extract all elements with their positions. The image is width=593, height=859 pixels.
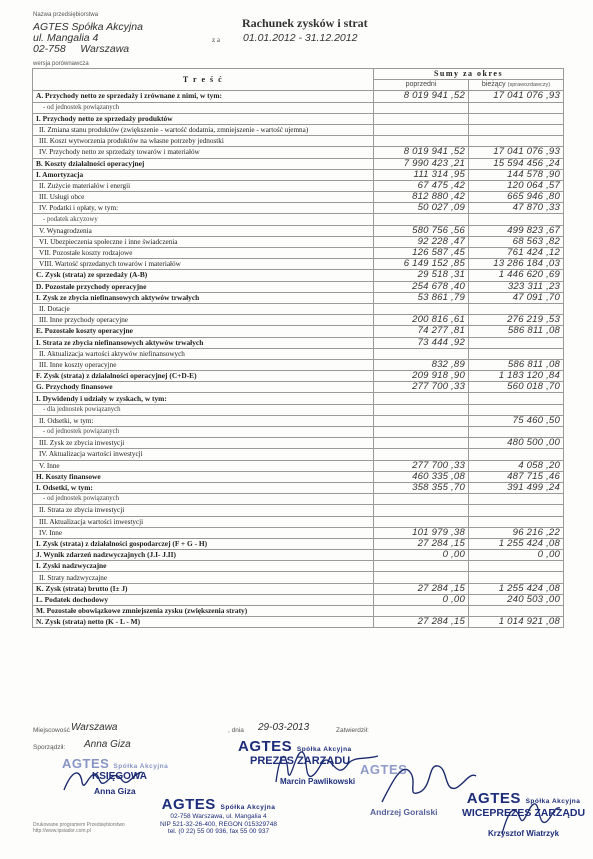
row-label: - od jednostek powiązanych [33,102,374,113]
company-address: ul. Mangalia 4 [33,32,99,44]
value-current [469,113,564,124]
version-label: wersja porównawcza [33,61,89,67]
value-previous: 50 027 ,09 [374,203,469,214]
row-label: - dla jednostek powiązanych [33,404,374,415]
printer-note: Drukowane programem Przedsiębiorstwo http://www.ipsiador.com.pl [33,822,125,834]
value-current [469,214,564,225]
value-current: 17 041 076 ,93 [469,147,564,158]
column-header-sums: Sumy za okres [374,69,564,80]
column-header-previous: poprzedni [374,80,469,91]
company-block [33,22,143,55]
row-label: - podatek akcyzowy [33,214,374,225]
value-current: 499 823 ,67 [469,225,564,236]
value-current: 17 041 076 ,93 [469,91,564,102]
row-label: VIII. Wartość sprzedanych towarów i materiałów [33,259,374,270]
value-current [469,348,564,359]
value-previous [374,102,469,113]
row-label: L. Podatek dochodowy [33,594,374,605]
row-label: VII. Pozostałe koszty rodzajowe [33,248,374,259]
value-current: 276 219 ,53 [469,315,564,326]
document-title: Rachunek zysków i strat [242,16,368,30]
value-previous [374,505,469,516]
reporting-period: 01.01.2012 - 31.12.2012 [243,32,358,44]
value-current: 68 563 ,82 [469,236,564,247]
row-label: G. Przychody finansowe [33,382,374,393]
row-label: IV. Przychody netto ze sprzedaży towarów i materiałów [33,147,374,158]
value-previous [374,214,469,225]
president-stamp: AGTES Spółka Akcyjna PREZES ZARZĄDU Marcin Pawlikowski [238,738,356,786]
value-previous [374,404,469,415]
table-row [33,203,564,214]
table-row [33,617,564,628]
value-previous: 277 700 ,33 [374,382,469,393]
table-row [33,192,564,203]
company-name: AGTES Spółka Akcyjna [33,21,143,33]
value-current: 1 014 921 ,08 [469,617,564,628]
value-previous: 126 587 ,45 [374,248,469,259]
table-row [33,124,564,135]
value-previous: 460 335 ,08 [374,471,469,482]
row-label: N. Zysk (strata) netto (K - L - M) [33,617,374,628]
value-previous: 29 518 ,31 [374,270,469,281]
row-label: II. Zmiana stanu produktów (zwiększenie - wartość dodatnia, zmniejszenie - wartość ujemna) [33,124,374,135]
table-row [33,427,564,438]
value-previous [374,415,469,426]
value-current: 4 058 ,20 [469,460,564,471]
table-row [33,303,564,314]
row-label: IV. Inne [33,527,374,538]
value-previous: 53 861 ,79 [374,292,469,303]
table-row [33,180,564,191]
row-label: II. Aktualizacja wartości aktywów niefinansowych [33,348,374,359]
table-row [33,438,564,449]
value-previous [374,438,469,449]
table-row [33,505,564,516]
value-previous: 0 ,00 [374,594,469,605]
value-previous [374,393,469,404]
row-label: IV. Aktualizacja wartości inwestycji [33,449,374,460]
value-previous: 277 700 ,33 [374,460,469,471]
prepared-label: Sporządził: [33,744,66,751]
value-current: 75 460 ,50 [469,415,564,426]
value-current [469,404,564,415]
value-current: 0 ,00 [469,550,564,561]
value-previous: 101 979 ,38 [374,527,469,538]
table-row [33,158,564,169]
row-label: K. Zysk (strata) brutto (I± J) [33,583,374,594]
row-label: F. Zysk (strata) z działalności operacyjnej (C+D-E) [33,371,374,382]
value-current [469,449,564,460]
value-current [469,505,564,516]
table-row [33,270,564,281]
value-current: 1 446 620 ,69 [469,270,564,281]
table-row [33,572,564,583]
value-current: 1 255 424 ,08 [469,538,564,549]
row-label: II. Strata ze zbycia inwestycji [33,505,374,516]
value-previous: 200 816 ,61 [374,315,469,326]
table-row [33,91,564,102]
value-current: 15 594 456 ,24 [469,158,564,169]
value-current: 586 811 ,08 [469,359,564,370]
value-previous: 6 149 152 ,85 [374,259,469,270]
approved-label: Zatwierdził: [336,727,369,734]
row-label: II. Zużycie materiałów i energii [33,180,374,191]
value-previous [374,303,469,314]
table-row [33,415,564,426]
row-label: II. Dotacje [33,303,374,314]
value-previous: 358 355 ,70 [374,482,469,493]
value-current: 96 216 ,22 [469,527,564,538]
issuer-label: Nazwa przedsiębiorstwa [33,12,99,18]
row-label: I. Dywidendy i udziały w zyskach, w tym: [33,393,374,404]
accountant-signature [58,762,148,798]
value-previous: 92 228 ,47 [374,236,469,247]
value-previous [374,348,469,359]
table-row [33,527,564,538]
row-label: III. Usługi obce [33,192,374,203]
value-current [469,136,564,147]
row-label: III. Koszt wytworzenia produktów na własne potrzeby jednostki [33,136,374,147]
value-previous [374,113,469,124]
table-row [33,449,564,460]
row-label: I. Odsetki, w tym: [33,482,374,493]
value-current: 323 311 ,23 [469,281,564,292]
value-previous: 27 284 ,15 [374,538,469,549]
value-current: 144 578 ,90 [469,169,564,180]
value-current [469,124,564,135]
table-row [33,248,564,259]
row-label: I. Amortyzacja [33,169,374,180]
table-row [33,315,564,326]
vice-president-stamp-1: AGTES Andrzej Goralski [360,762,438,817]
value-current [469,606,564,617]
value-previous: 27 284 ,15 [374,583,469,594]
value-current: 665 946 ,80 [469,192,564,203]
table-row [33,281,564,292]
row-label: II. Straty nadzwyczajne [33,572,374,583]
table-row [33,337,564,348]
value-current [469,102,564,113]
table-row [33,348,564,359]
accountant-stamp: AGTES Spółka Akcyjna KSIĘGOWA Anna Giza [62,756,169,796]
value-previous [374,124,469,135]
value-current: 391 499 ,24 [469,482,564,493]
value-previous: 0 ,00 [374,550,469,561]
value-previous [374,516,469,527]
date-value: 29-03-2013 [258,722,310,733]
table-row [33,225,564,236]
value-current [469,516,564,527]
value-previous: 812 880 ,42 [374,192,469,203]
column-header-tresc: T r e ś ć [33,69,374,91]
value-current [469,572,564,583]
value-previous [374,427,469,438]
value-current: 487 715 ,46 [469,471,564,482]
value-current: 47 091 ,70 [469,292,564,303]
table-row [33,471,564,482]
row-label: V. Inne [33,460,374,471]
row-label: - od jednostek powiązanych [33,494,374,505]
row-label: III. Zysk ze zbycia inwestycji [33,438,374,449]
table-row [33,550,564,561]
row-label: E. Pozostałe koszty operacyjne [33,326,374,337]
value-current: 120 064 ,57 [469,180,564,191]
row-label: I. Zysk (strata) z działalności gospodarczej (F + G - H) [33,538,374,549]
value-current [469,393,564,404]
value-current: 560 018 ,70 [469,382,564,393]
row-label: I. Strata ze zbycia niefinansowych aktywów trwałych [33,337,374,348]
table-row [33,460,564,471]
vice-president-signature-2 [494,792,564,842]
row-label: I. Przychody netto ze sprzedaży produktów [33,113,374,124]
value-previous [374,494,469,505]
table-row [33,404,564,415]
table-row [33,147,564,158]
row-label: C. Zysk (strata) ze sprzedaży (A-B) [33,270,374,281]
table-row [33,371,564,382]
value-previous [374,606,469,617]
value-previous: 8 019 941 ,52 [374,147,469,158]
table-row [33,359,564,370]
table-row [33,169,564,180]
prepared-value: Anna Giza [84,739,131,750]
company-city: 02-758 Warszawa [33,43,130,55]
table-row [33,113,564,124]
table-row [33,538,564,549]
table-row [33,382,564,393]
value-current [469,561,564,572]
value-current: 1 183 120 ,84 [469,371,564,382]
value-previous: 580 756 ,56 [374,225,469,236]
value-previous: 27 284 ,15 [374,617,469,628]
table-row [33,136,564,147]
value-current [469,427,564,438]
value-current: 47 870 ,33 [469,203,564,214]
value-current: 240 503 ,00 [469,594,564,605]
row-label: M. Pozostałe obowiązkowe zmniejszenia zysku (zwiększenia straty) [33,606,374,617]
table-row [33,292,564,303]
value-current [469,303,564,314]
value-current: 1 255 424 ,08 [469,583,564,594]
value-current [469,337,564,348]
value-previous: 8 019 941 ,52 [374,91,469,102]
table-row [33,393,564,404]
row-label: B. Koszty działalności operacyjnej [33,158,374,169]
table-row [33,583,564,594]
table-row [33,236,564,247]
date-label: , dnia [228,727,244,734]
value-previous: 254 678 ,40 [374,281,469,292]
table-row [33,482,564,493]
value-previous: 209 918 ,90 [374,371,469,382]
vice-president-stamp-2: AGTES Spółka Akcyjna WICEPREZES ZARZĄDU Krzysztof Wiatrzyk [462,790,586,838]
value-previous [374,449,469,460]
row-label: - od jednostek powiązanych [33,427,374,438]
table-row [33,594,564,605]
table-row [33,214,564,225]
table-header-row [33,69,564,80]
place-value: Warszawa [71,722,118,733]
value-current: 480 500 ,00 [469,438,564,449]
value-previous: 73 444 ,92 [374,337,469,348]
row-label: III. Aktualizacja wartości inwestycji [33,516,374,527]
value-current: 13 286 184 ,03 [469,259,564,270]
row-label: III. Inne przychody operacyjne [33,315,374,326]
row-label: VI. Ubezpieczenia społeczne i inne świadczenia [33,236,374,247]
row-label: H. Koszty finansowe [33,471,374,482]
value-previous [374,561,469,572]
row-label: I. Zyski nadzwyczajne [33,561,374,572]
value-previous: 111 314 ,95 [374,169,469,180]
value-previous: 7 990 423 ,21 [374,158,469,169]
row-label: D. Pozostałe przychody operacyjne [33,281,374,292]
row-label: A. Przychody netto ze sprzedaży i zrównane z nimi, w tym: [33,91,374,102]
table-row [33,494,564,505]
table-row [33,561,564,572]
value-current: 586 811 ,08 [469,326,564,337]
value-previous [374,572,469,583]
table-row [33,326,564,337]
table-row [33,259,564,270]
company-stamp: AGTES Spółka Akcyjna 02-758 Warszawa, ul. Mangalia 4 NIP 521-32-26-400, REGON 015329748 tel. (0 22) 55 00 936, fax 55 00 937 [160,796,277,835]
value-previous: 832 ,89 [374,359,469,370]
column-header-current: bieżący (sprawozdawczy) [469,80,564,91]
value-current: 761 424 ,12 [469,248,564,259]
row-label: II. Odsetki, w tym: [33,415,374,426]
period-prefix: z a [212,36,220,44]
place-label: Miejscowość [33,727,70,734]
row-label: III. Inne koszty operacyjne [33,359,374,370]
row-label: I. Zysk ze zbycia niefinansowych aktywów trwałych [33,292,374,303]
table-row [33,606,564,617]
value-current [469,494,564,505]
table-row [33,516,564,527]
income-statement-table [32,68,564,628]
value-previous: 67 475 ,42 [374,180,469,191]
row-label: IV. Podatki i opłaty, w tym: [33,203,374,214]
row-label: J. Wynik zdarzeń nadzwyczajnych (J.I- J.II) [33,550,374,561]
row-label: V. Wynagrodzenia [33,225,374,236]
value-previous [374,136,469,147]
value-previous: 74 277 ,81 [374,326,469,337]
table-row [33,102,564,113]
